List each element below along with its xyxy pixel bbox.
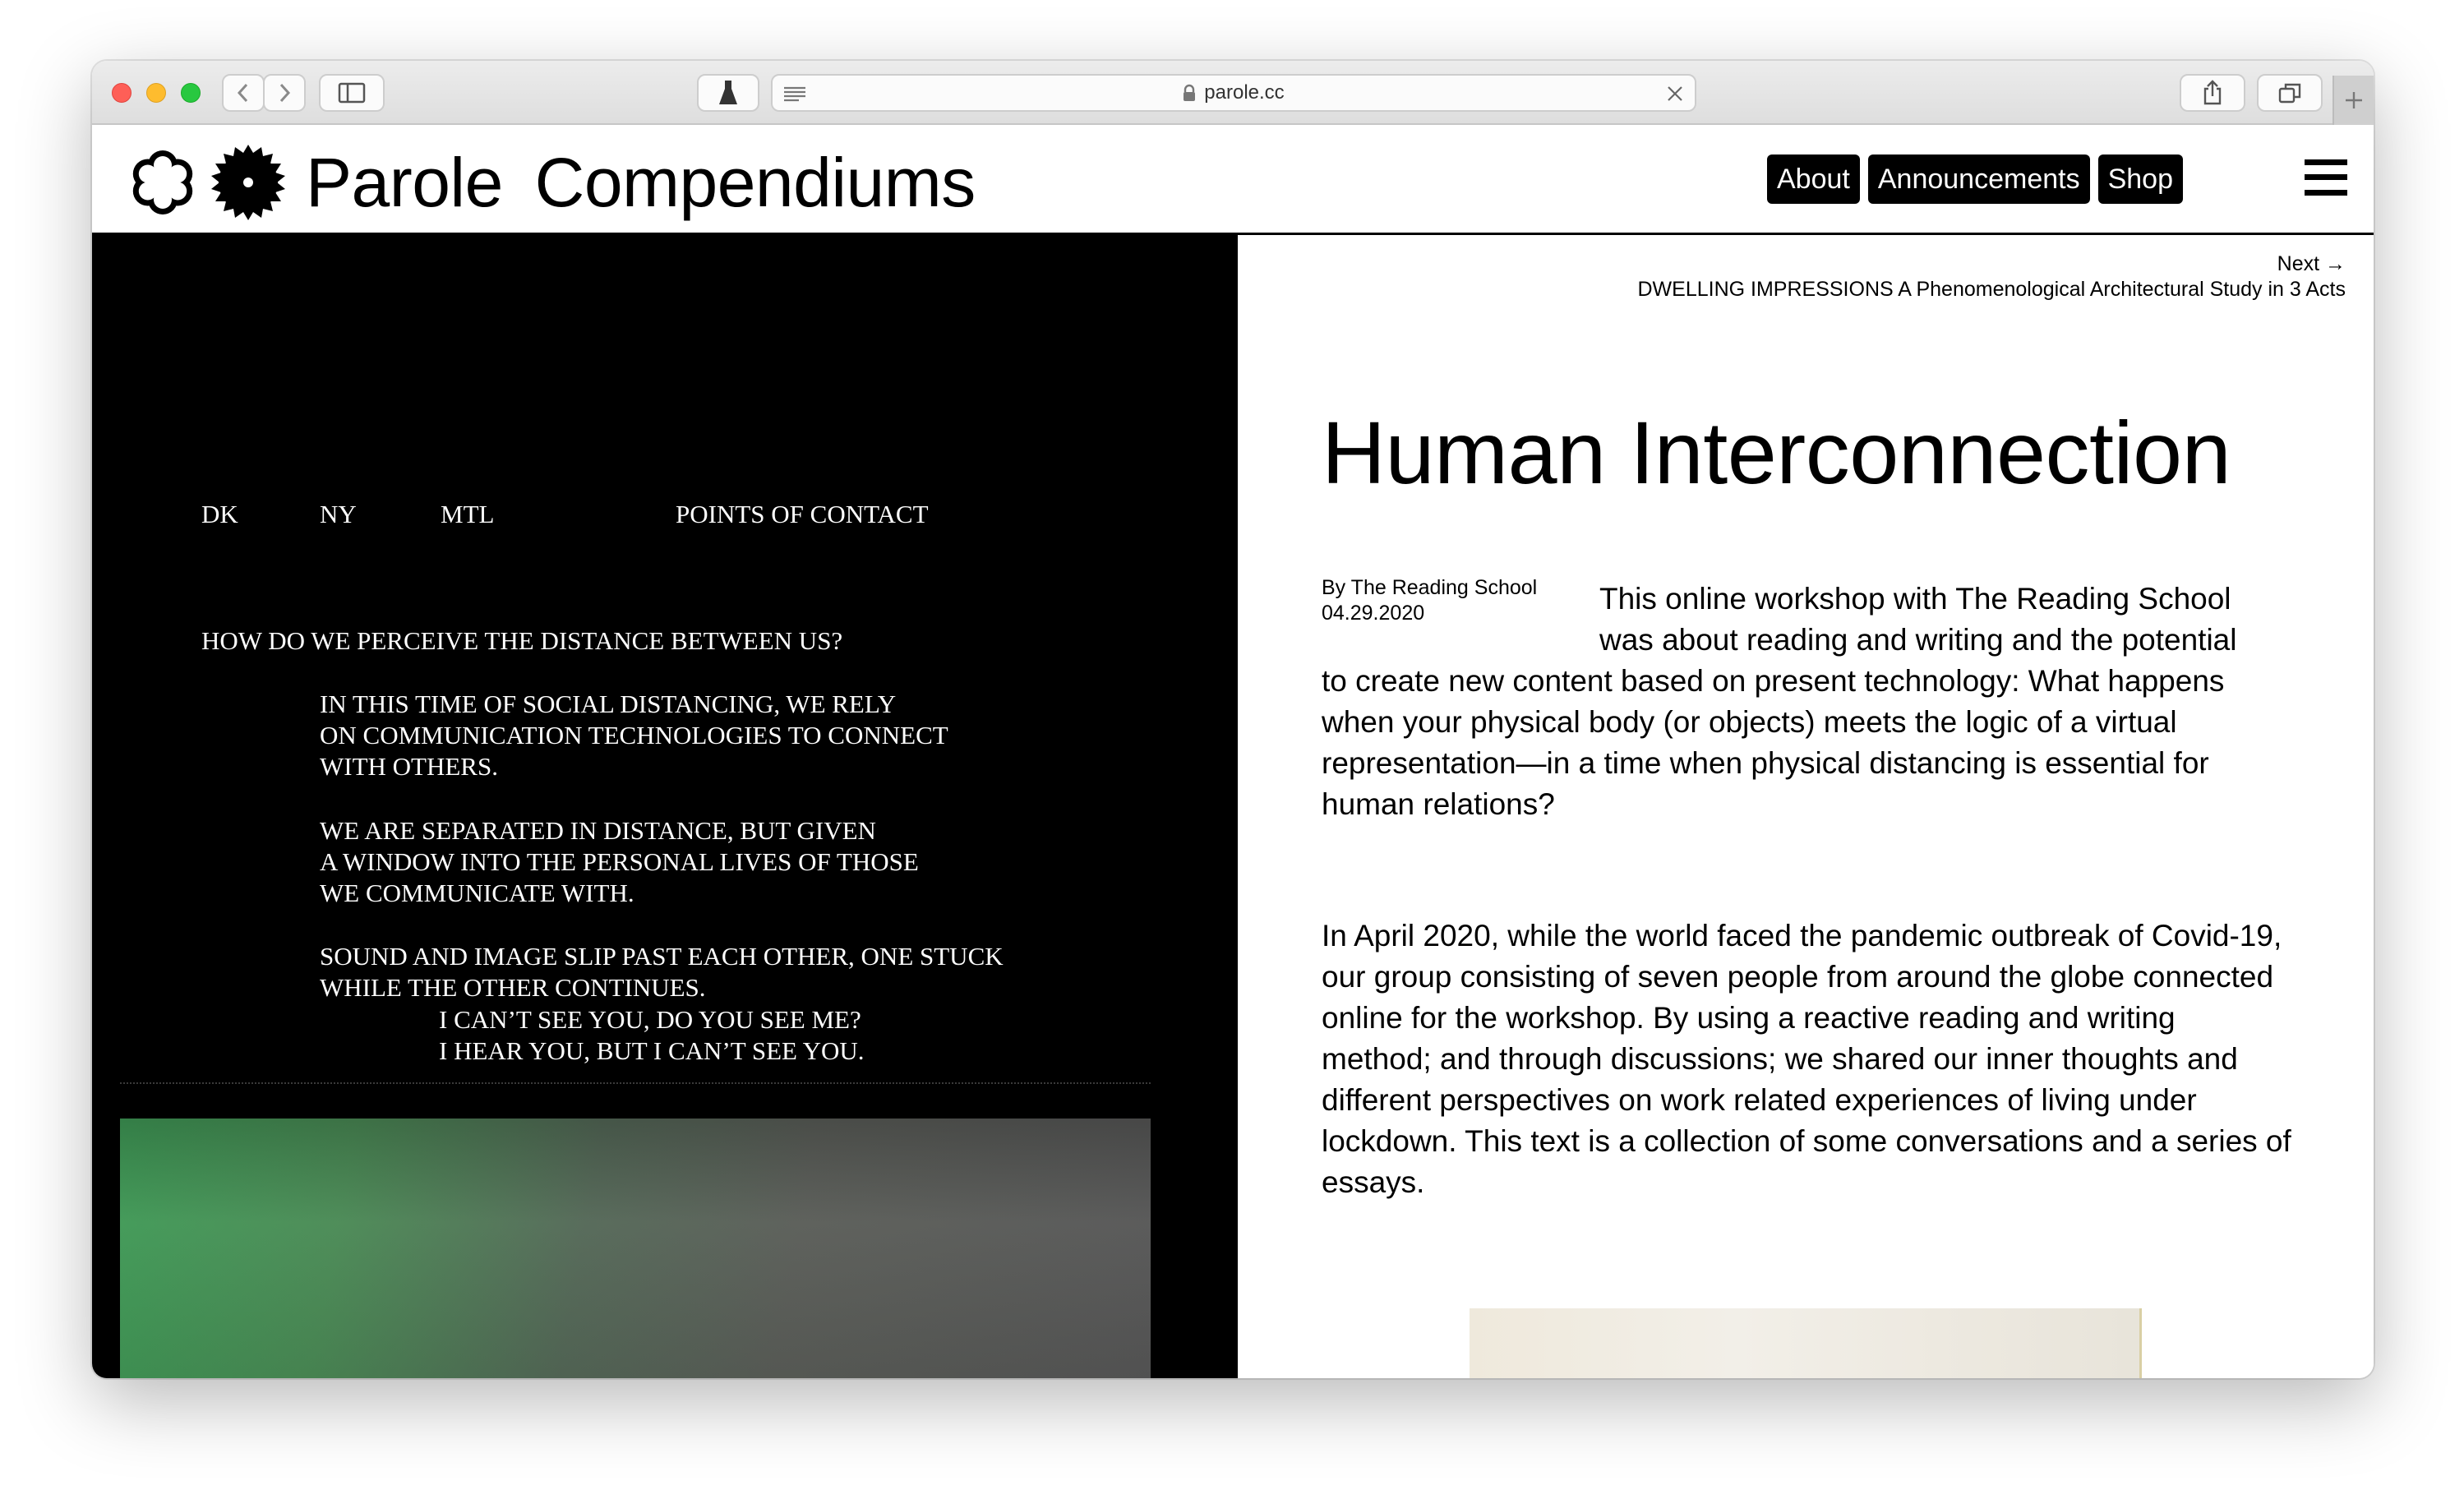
close-icon[interactable] xyxy=(1667,85,1683,102)
site-title[interactable]: Parole Compendiums xyxy=(306,144,976,221)
minimize-window-button[interactable] xyxy=(146,83,166,103)
lock-icon xyxy=(1183,84,1196,102)
poem-stanza-3: SOUND AND IMAGE SLIP PAST EACH OTHER, ONE STUCK WHILE THE OTHER CONTINUES. xyxy=(320,942,1004,1002)
extension-button[interactable] xyxy=(697,74,759,112)
location-ny: NY xyxy=(320,500,357,528)
sidebar-icon xyxy=(338,82,366,104)
article-paragraph-2: In April 2020, while the world faced the pandemic outbreak of Covid-19, our group consisting of seven people from around the globe connected online for the workshop. By using a reactive reading and writing method; and through discussions; we shared our inner thoughts and different perspectives on work related experiences of living under lockdown. This text is a collection of some conversations and a series of essays. xyxy=(1322,919,2291,1199)
url-display xyxy=(773,76,1695,110)
dotted-divider xyxy=(120,1082,1151,1084)
article-date: 04.29.2020 xyxy=(1322,602,1425,625)
left-media-panel xyxy=(92,235,1238,1378)
location-points-of-contact: POINTS OF CONTACT xyxy=(676,500,929,528)
paragraph-1-lead: This online workshop with The Reading School was about reading and writing and the potential xyxy=(1599,582,2237,657)
sidebar-toggle-button[interactable] xyxy=(319,74,385,112)
nav-announcements-button[interactable]: Announcements xyxy=(1868,155,2090,204)
nav-about-button[interactable]: About xyxy=(1767,155,1860,204)
nav-shop-button[interactable]: Shop xyxy=(2098,155,2183,204)
share-button[interactable] xyxy=(2180,74,2245,112)
zoom-window-button[interactable] xyxy=(181,83,201,103)
site-logo[interactable] xyxy=(125,143,289,226)
article-panel xyxy=(1238,235,2374,1378)
poem-question: HOW DO WE PERCEIVE THE DISTANCE BETWEEN US? xyxy=(201,626,843,655)
site-header xyxy=(92,125,2374,235)
menu-icon[interactable] xyxy=(2305,159,2347,196)
location-mtl: MTL xyxy=(441,500,495,528)
address-bar[interactable] xyxy=(771,74,1696,112)
logo-icon xyxy=(125,143,289,222)
paragraph-1-rest: to create new content based on present technology: What happens when your physical body (or objects) meets the logic of a virtual representation—in a time when physical distancing is essential for human relations? xyxy=(1322,664,2225,821)
back-button[interactable] xyxy=(222,74,265,112)
close-window-button[interactable] xyxy=(112,83,132,103)
url-text: parole.cc xyxy=(1204,81,1285,104)
chevron-left-icon xyxy=(235,82,251,104)
article-title: Human Interconnection xyxy=(1322,403,2231,502)
next-article-link[interactable] xyxy=(1638,251,2346,302)
next-label: Next → xyxy=(2277,252,2346,275)
share-icon xyxy=(2202,80,2223,106)
green-photo xyxy=(120,1118,1151,1378)
poem-stanza-1: IN THIS TIME OF SOCIAL DISTANCING, WE RELY ON COMMUNICATION TECHNOLOGIES TO CONNECT WITH OTHERS. xyxy=(320,690,948,781)
article-image xyxy=(1470,1308,2142,1378)
location-dk: DK xyxy=(201,500,238,528)
article-paragraph-1 xyxy=(1322,579,2291,825)
flask-icon xyxy=(718,79,739,107)
chevron-right-icon xyxy=(276,82,293,104)
new-tab-button[interactable] xyxy=(2332,76,2374,125)
plus-icon xyxy=(2344,90,2364,110)
forward-button[interactable] xyxy=(263,74,306,112)
browser-toolbar xyxy=(92,61,2374,125)
tabs-overview-button[interactable] xyxy=(2257,74,2323,112)
poem-stanza-2: WE ARE SEPARATED IN DISTANCE, BUT GIVEN A WINDOW INTO THE PERSONAL LIVES OF THOSE WE COMMUNICATE WITH. xyxy=(320,816,919,907)
article-byline: By The Reading School xyxy=(1322,576,1538,599)
next-article-title: DWELLING IMPRESSIONS A Phenomenological Architectural Study in 3 Acts xyxy=(1637,278,2346,301)
tabs-icon xyxy=(2277,81,2302,104)
main-nav xyxy=(1767,155,2183,204)
browser-window xyxy=(92,61,2374,1378)
poem-stanza-4: I CAN’T SEE YOU, DO YOU SEE ME? I HEAR YOU, BUT I CAN’T SEE YOU. xyxy=(439,1005,865,1065)
